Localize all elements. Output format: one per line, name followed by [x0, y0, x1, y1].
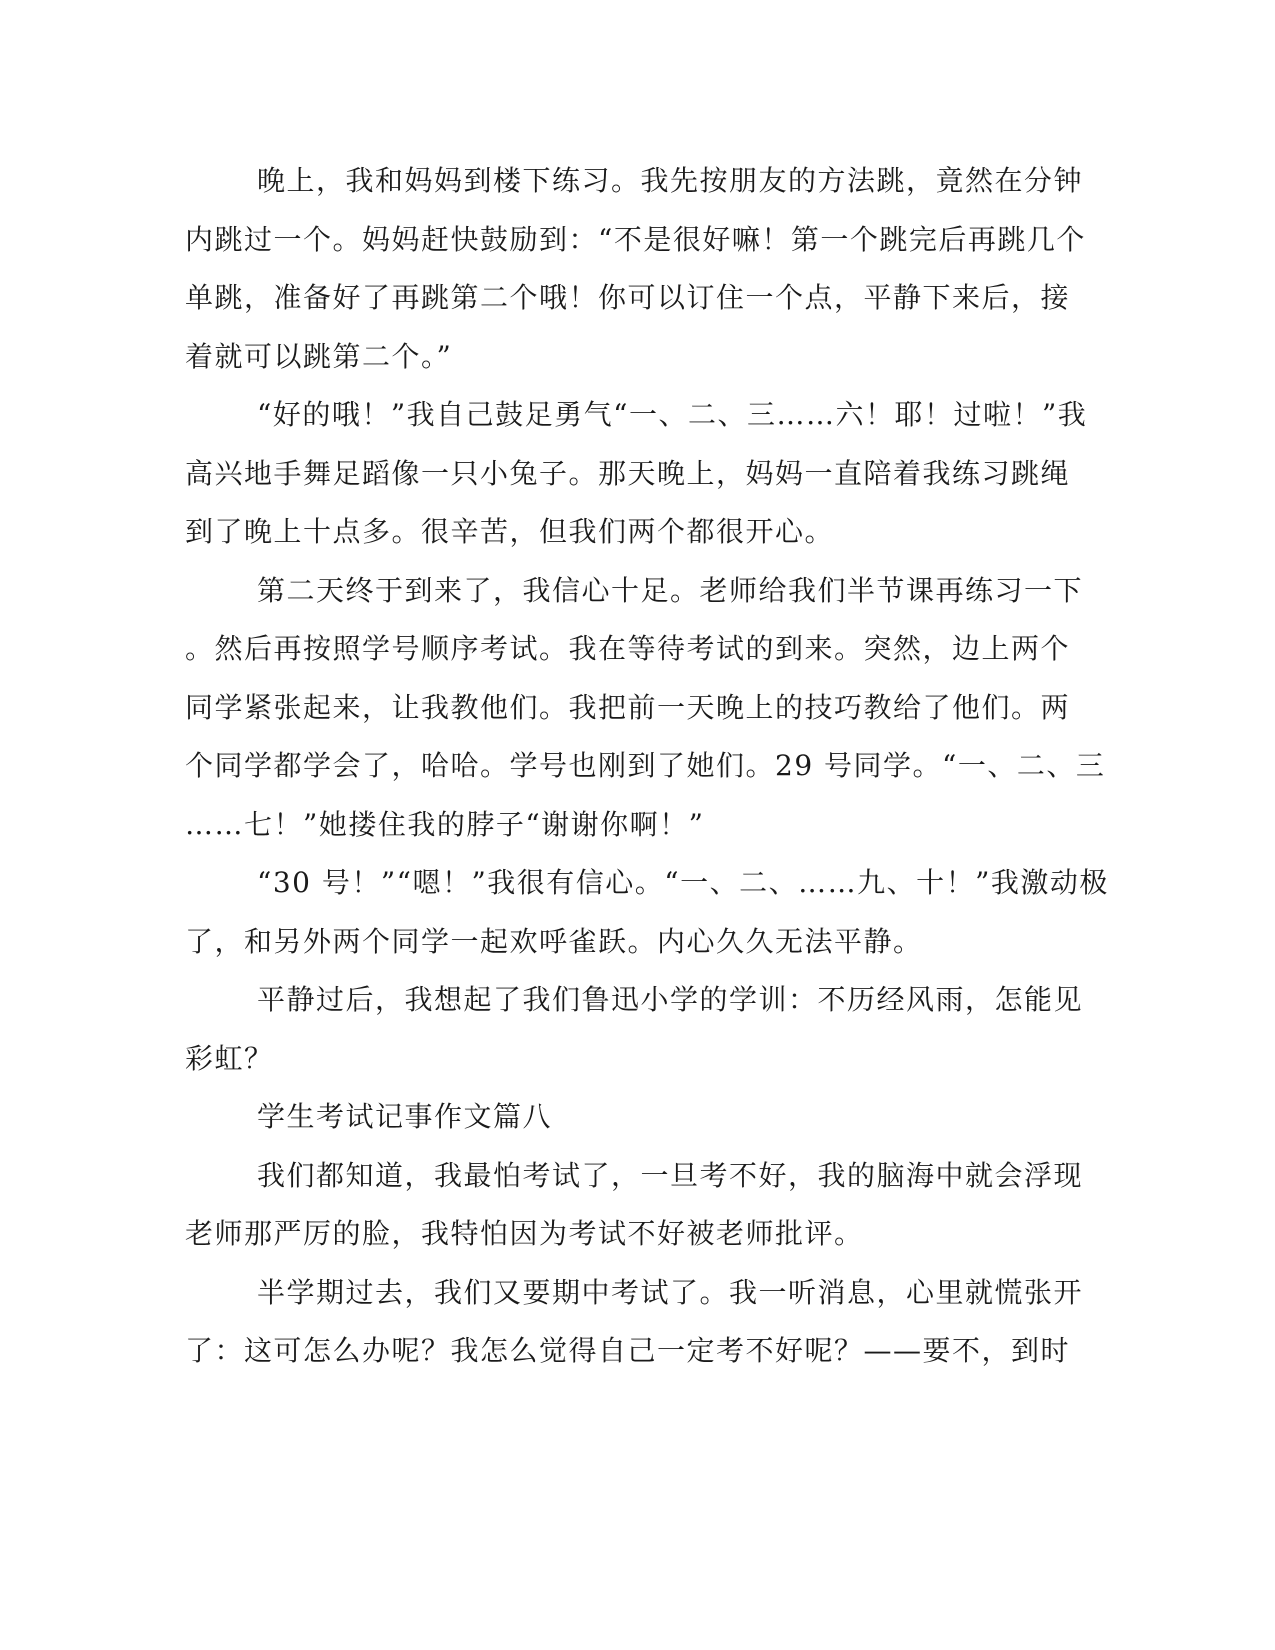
text-line: 内跳过一个。妈妈赶快鼓励到：“不是很好嘛！第一个跳完后再跳几个	[185, 222, 1086, 256]
text-line: “好的哦！”我自己鼓足勇气“一、二、三……六！耶！过啦！”我	[257, 398, 1088, 431]
text-line: 到了晚上十点多。很辛苦，但我们两个都很开心。	[185, 515, 835, 548]
text-line: 半学期过去，我们又要期中考试了。我一听消息，心里就慌张开	[257, 1275, 1084, 1309]
text-line: 第二天终于到来了，我信心十足。老师给我们半节课再练习一下	[257, 573, 1084, 607]
text-line: 个同学都学会了，哈哈。学号也刚到了她们。29 号同学。“一、二、三	[185, 749, 1106, 782]
text-line: 我们都知道，我最怕考试了，一旦考不好，我的脑海中就会浮现	[257, 1158, 1084, 1192]
text-line: 了，和另外两个同学一起欢呼雀跃。内心久久无法平静。	[185, 924, 923, 958]
text-line: 彩虹？	[185, 1041, 274, 1075]
text-line: 。然后再按照学号顺序考试。我在等待考试的到来。突然，边上两个	[185, 632, 1071, 665]
text-line: 晚上，我和妈妈到楼下练习。我先按朋友的方法跳，竟然在分钟	[257, 164, 1084, 197]
text-line: 平静过后，我想起了我们鲁迅小学的学训：不历经风雨，怎能见	[257, 983, 1084, 1016]
text-line: ……七！”她搂住我的脖子“谢谢你啊！”	[185, 807, 705, 841]
text-line: 高兴地手舞足蹈像一只小兔子。那天晚上，妈妈一直陪着我练习跳绳	[185, 456, 1071, 490]
text-line: 同学紧张起来，让我教他们。我把前一天晚上的技巧教给了他们。两	[185, 690, 1071, 724]
text-line: 着就可以跳第二个。”	[185, 339, 453, 373]
text-line: “30 号！”“嗯！”我很有信心。“一、二、……九、十！”我激动极	[257, 866, 1109, 899]
text-line: 学生考试记事作文篇八	[257, 1100, 553, 1133]
document-body	[185, 152, 1109, 1381]
text-line: 了：这可怎么办呢？我怎么觉得自己一定考不好呢？——要不，到时	[185, 1334, 1071, 1367]
text-line: 老师那严厉的脸，我特怕因为考试不好被老师批评。	[185, 1217, 864, 1250]
text-line: 单跳，准备好了再跳第二个哦！你可以订住一个点，平静下来后，接	[185, 281, 1071, 314]
